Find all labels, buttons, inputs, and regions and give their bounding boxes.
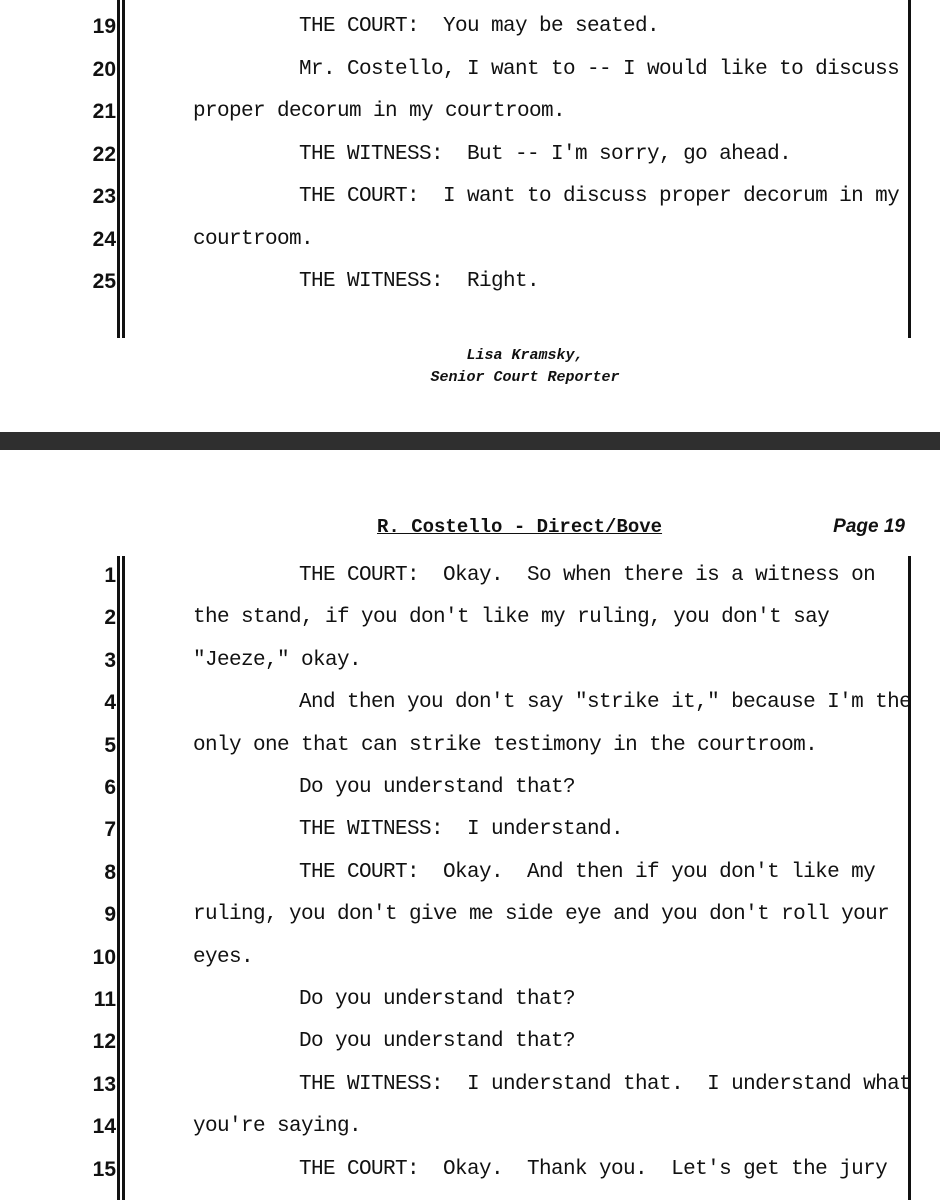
reporter-name: Lisa Kramsky,	[466, 347, 584, 364]
transcript-line-text: THE WITNESS: But -- I'm sorry, go ahead.	[299, 142, 792, 166]
line-number: 5	[104, 733, 116, 757]
left-margin-rule	[117, 556, 120, 1200]
page-header-title: R. Costello - Direct/Bove	[377, 516, 663, 538]
line-number: 1	[104, 564, 116, 587]
transcript-page-19	[0, 450, 940, 1200]
line-number: 19	[92, 15, 116, 38]
transcript-line-text: Do you understand that?	[299, 988, 576, 1011]
line-number: 21	[92, 100, 116, 123]
line-number: 2	[104, 606, 116, 630]
transcript-line-text: Do you understand that?	[299, 1030, 576, 1054]
line-number: 9	[104, 903, 116, 927]
page-separator	[0, 432, 940, 450]
transcript-line-text: Do you understand that?	[299, 776, 576, 799]
transcript-line-text: THE COURT: I want to discuss proper decorum in my	[299, 185, 900, 208]
transcript-line-text: you're saying.	[193, 1115, 362, 1139]
line-number: 14	[92, 1115, 116, 1139]
reporter-title: Senior Court Reporter	[430, 369, 620, 386]
line-number: 3	[104, 648, 116, 672]
line-number: 25	[92, 270, 116, 293]
transcript-line-text: "Jeeze," okay.	[193, 648, 362, 672]
page-number: Page 19	[833, 516, 905, 537]
line-number: 15	[92, 1157, 116, 1181]
transcript-line-text: And then you don't say "strike it," because I'm the	[299, 691, 912, 715]
line-number: 8	[104, 860, 116, 884]
line-number: 22	[92, 142, 116, 166]
transcript-line-text: THE COURT: Okay. Thank you. Let's get the jury	[299, 1157, 888, 1181]
transcript-line-text: ruling, you don't give me side eye and you don't roll your	[193, 903, 890, 927]
line-number: 11	[93, 988, 116, 1011]
transcript-line-text: the stand, if you don't like my ruling, you don't say	[193, 606, 830, 630]
line-number: 7	[104, 818, 116, 842]
transcript-line-text: THE WITNESS: I understand.	[299, 818, 624, 842]
transcript-line-text: THE WITNESS: Right.	[299, 270, 540, 293]
line-number: 13	[92, 1072, 116, 1096]
transcript-line-text: Mr. Costello, I want to -- I would like to discuss	[299, 57, 900, 81]
transcript-line-text: proper decorum in my courtroom.	[193, 100, 566, 123]
transcript-line-text: THE COURT: Okay. So when there is a witness on	[299, 564, 876, 587]
left-margin-rule-inner	[122, 556, 125, 1200]
transcript-page-previous	[0, 0, 940, 432]
left-margin-rule-inner	[122, 0, 125, 338]
transcript-line-text: eyes.	[193, 945, 254, 969]
line-number: 24	[92, 227, 116, 251]
transcript-line-text: only one that can strike testimony in the courtroom.	[193, 733, 818, 757]
line-number: 12	[92, 1030, 116, 1054]
transcript-line-text: THE COURT: You may be seated.	[299, 15, 660, 38]
line-number: 20	[92, 57, 116, 81]
line-number: 4	[104, 691, 116, 715]
transcript-line-text: courtroom.	[193, 227, 314, 251]
line-number: 6	[104, 776, 116, 799]
transcript-line-text: THE WITNESS: I understand that. I understand what	[299, 1072, 912, 1096]
line-number: 10	[92, 945, 116, 969]
transcript-line-text: THE COURT: Okay. And then if you don't like my	[299, 860, 876, 884]
line-number: 23	[92, 185, 116, 208]
left-margin-rule	[117, 0, 120, 338]
right-margin-rule	[908, 0, 911, 338]
right-margin-rule	[908, 556, 911, 1200]
